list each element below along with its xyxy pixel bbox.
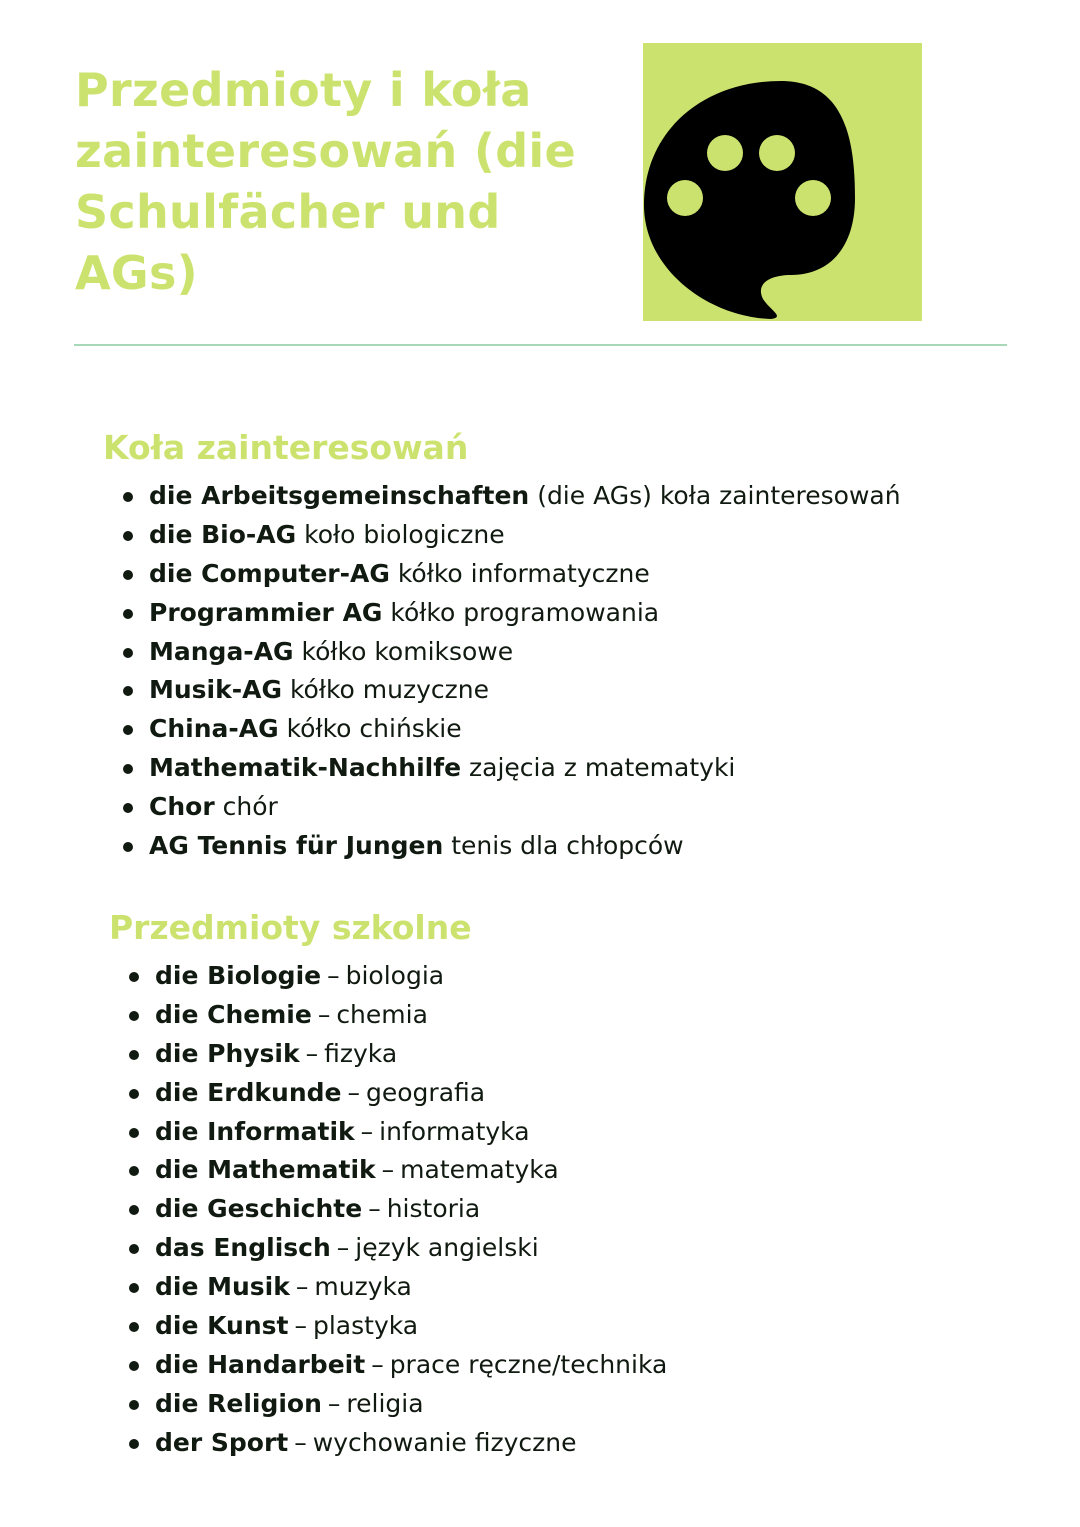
- vocab-translation: kółko programowania: [390, 597, 660, 627]
- vocab-term: die Informatik: [155, 1116, 355, 1146]
- bullet-dot: [129, 1322, 139, 1332]
- vocab-term: die Computer-AG: [149, 558, 390, 588]
- list-item: [129, 1190, 667, 1229]
- vocab-translation: (die AGs) koła zainteresowań: [537, 481, 901, 510]
- bullet-dot: [123, 492, 133, 502]
- vocab-term: AG Tennis für Jungen: [149, 831, 444, 861]
- list-item: [129, 1074, 667, 1113]
- bullet-dot: [129, 1205, 139, 1215]
- title-line-2: zainteresowań (die: [75, 124, 577, 178]
- list-item: [123, 788, 901, 827]
- bullet-dot: [123, 609, 133, 619]
- bullet-dot: [129, 1400, 139, 1410]
- bullet-dot: [129, 1011, 139, 1021]
- list-item: [129, 1346, 667, 1385]
- page-title: [75, 60, 615, 304]
- vocab-translation: kółko muzyczne: [289, 675, 489, 705]
- list-item: [123, 477, 901, 516]
- dash-separator: –: [294, 1427, 307, 1457]
- vocab-term: die Biologie: [155, 961, 322, 990]
- vocab-term: die Geschichte: [155, 1194, 363, 1224]
- vocab-translation: zajęcia z matematyki: [469, 753, 736, 783]
- list-item: [129, 1229, 667, 1268]
- vocab-term: die Arbeitsgemeinschaften: [149, 481, 530, 510]
- vocab-translation: język angielski: [355, 1233, 539, 1263]
- title-line-1: Przedmioty i koła: [75, 63, 532, 117]
- subjects-list: [129, 957, 667, 1463]
- vocab-translation: biologia: [345, 961, 445, 990]
- bullet-dot: [123, 531, 133, 541]
- list-item: [123, 516, 901, 555]
- bullet-dot: [129, 1283, 139, 1293]
- vocab-term: die Handarbeit: [155, 1349, 366, 1379]
- list-item: [123, 633, 901, 672]
- list-item: [123, 671, 901, 710]
- vocab-translation: kółko informatyczne: [397, 558, 650, 588]
- dash-separator: –: [327, 1388, 341, 1418]
- list-item: [123, 749, 901, 788]
- vocab-translation: kółko chińskie: [286, 714, 462, 744]
- vocab-term: der Sport: [155, 1427, 289, 1457]
- vocab-translation: chór: [222, 792, 278, 822]
- bullet-dot: [129, 1089, 139, 1099]
- vocab-translation: religia: [346, 1388, 424, 1418]
- vocab-term: die Religion: [155, 1388, 322, 1418]
- bullet-dot: [123, 725, 133, 735]
- title-line-4: AGs): [75, 246, 198, 300]
- subjects-heading: Przedmioty szkolne: [109, 908, 472, 947]
- vocab-term: China-AG: [149, 714, 279, 744]
- dash-separator: –: [294, 1311, 307, 1341]
- bullet-dot: [129, 1439, 139, 1449]
- vocab-translation: tenis dla chłopców: [451, 831, 684, 861]
- vocab-translation: kółko komiksowe: [301, 636, 514, 666]
- vocab-term: die Chemie: [155, 999, 312, 1029]
- dash-separator: –: [360, 1116, 374, 1146]
- bullet-dot: [129, 1166, 139, 1176]
- list-item: [129, 1424, 667, 1463]
- vocab-translation: plastyka: [312, 1311, 419, 1341]
- dash-separator: –: [336, 1233, 350, 1263]
- vocab-term: die Erdkunde: [155, 1077, 342, 1107]
- list-item: [129, 1035, 667, 1074]
- vocab-term: Mathematik-Nachhilfe: [149, 753, 462, 783]
- list-item: [129, 1307, 667, 1346]
- list-item: [123, 710, 901, 749]
- vocab-translation: koło biologiczne: [304, 519, 505, 549]
- vocab-term: die Musik: [155, 1272, 290, 1302]
- dash-separator: –: [347, 1077, 360, 1107]
- list-item: [123, 594, 901, 633]
- clubs-list: [123, 477, 901, 866]
- bullet-dot: [129, 1244, 139, 1254]
- dash-separator: –: [295, 1272, 309, 1302]
- bullet-dot: [129, 1050, 139, 1060]
- list-item: [129, 1151, 667, 1190]
- vocab-translation: wychowanie fizyczne: [312, 1427, 577, 1457]
- vocab-term: Programmier AG: [149, 597, 383, 627]
- vocab-term: die Physik: [155, 1038, 300, 1068]
- bullet-dot: [123, 764, 133, 774]
- list-item: [129, 996, 667, 1035]
- vocab-term: die Bio-AG: [149, 519, 297, 549]
- list-item: [123, 555, 901, 594]
- dash-separator: –: [368, 1194, 381, 1224]
- vocab-translation: chemia: [336, 999, 428, 1029]
- vocab-translation: prace ręczne/technika: [389, 1349, 668, 1379]
- vocab-term: das Englisch: [155, 1233, 331, 1263]
- palette-icon-tile: [643, 43, 922, 321]
- title-line-3: Schulfächer und: [75, 185, 501, 239]
- list-item: [129, 1385, 667, 1424]
- vocab-translation: historia: [386, 1194, 481, 1224]
- bullet-dot: [123, 842, 133, 852]
- vocab-translation: muzyka: [314, 1272, 412, 1302]
- dash-separator: –: [317, 999, 331, 1029]
- dash-separator: –: [381, 1155, 395, 1185]
- list-item: [123, 827, 901, 866]
- bullet-dot: [129, 972, 139, 982]
- vocab-translation: fizyka: [324, 1038, 398, 1068]
- bullet-dot: [123, 686, 133, 696]
- list-item: [129, 957, 667, 996]
- dash-separator: –: [327, 961, 340, 990]
- vocab-term: Chor: [149, 792, 215, 822]
- vocab-term: Manga-AG: [149, 636, 294, 666]
- vocab-translation: geografia: [366, 1077, 486, 1107]
- bullet-dot: [129, 1128, 139, 1138]
- bullet-dot: [123, 648, 133, 658]
- bullet-dot: [129, 1361, 139, 1371]
- header-divider: [74, 344, 1007, 346]
- bullet-dot: [123, 570, 133, 580]
- vocab-term: die Kunst: [155, 1311, 289, 1341]
- dash-separator: –: [305, 1038, 319, 1068]
- clubs-heading: Koła zainteresowań: [103, 428, 469, 467]
- palette-icon: [643, 43, 922, 321]
- vocab-translation: matematyka: [400, 1155, 559, 1185]
- vocab-term: Musik-AG: [149, 675, 282, 705]
- dash-separator: –: [371, 1349, 384, 1379]
- vocab-term: die Mathematik: [155, 1155, 376, 1185]
- list-item: [129, 1268, 667, 1307]
- bullet-dot: [123, 803, 133, 813]
- list-item: [129, 1113, 667, 1152]
- vocab-translation: informatyka: [379, 1116, 530, 1146]
